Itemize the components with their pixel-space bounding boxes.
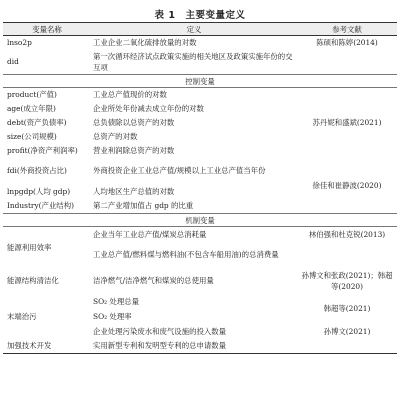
cell-reference (297, 50, 397, 75)
cell-name: Industry(产业结构) (7, 201, 74, 211)
cell-reference: 林伯强和杜克锐(2013) (308, 229, 386, 239)
cell-name: 能源结构清洁化 (7, 276, 59, 285)
cell-name: lnpgdp(人均 gdp) (7, 186, 71, 196)
cell-definition: 第一次循环经济试点政策实施的相关地区及政策实施年份的交互项 (93, 51, 293, 72)
cell-name: profit(净资产利润率) (7, 146, 78, 155)
cell-name: fdi(外商投资占比) (7, 166, 67, 175)
table-row (3, 268, 397, 294)
cell-name: did (7, 57, 19, 67)
cell-reference: 孙博文和张政(2021)；韩超等(2020) (301, 270, 393, 291)
section-row-control (3, 75, 397, 88)
header-name: 变量名称 (3, 23, 91, 36)
cell-name: debt(资产负债率) (7, 118, 67, 127)
cell-reference: 徐佳和崔静波(2020) (312, 180, 382, 190)
cell-definition: SO₂ 处理率 (93, 311, 132, 321)
cell-definition: SO₂ 处理总量 (93, 296, 139, 306)
cell-definition: 洁净燃气/洁净燃气和煤炭的总使用量 (93, 276, 214, 285)
table-row (3, 339, 397, 354)
section-row-mechanism (3, 214, 397, 227)
cell-name: age(成立年限) (7, 104, 56, 113)
table-row (3, 294, 397, 309)
cell-definition: 总负债除以总资产的对数 (93, 118, 175, 127)
cell-definition: 外商投资企业工业总产值/规模以上工业总产值当年份 (93, 166, 266, 175)
cell-definition: 工业企业二氧化硫排放量的对数 (93, 38, 197, 48)
header-definition: 定义 (91, 23, 297, 36)
table-row (3, 158, 397, 184)
section-label: 控制变量 (3, 75, 397, 88)
variable-definition-table (3, 22, 397, 354)
cell-definition: 工业总产值/燃料煤与燃料油(不包含车船用油)的总消费量 (93, 250, 279, 259)
cell-reference: 陈硕和陈婷(2014) (316, 38, 378, 48)
cell-definition: 第二产业增加值占 gdp 的比重 (93, 201, 194, 211)
cell-name: 加强技术开发 (3, 339, 91, 354)
cell-reference: 韩超等(2021) (323, 304, 371, 313)
table-title: 表 1 主要变量定义 (154, 10, 246, 21)
table-row (3, 50, 397, 75)
cell-name: 末端治污 (7, 311, 37, 321)
cell-definition: 企业所处年份减去成立年份的对数 (93, 104, 204, 113)
cell-definition: 企业当年工业总产值/煤炭总消耗量 (93, 229, 207, 239)
header-reference: 参考文献 (297, 23, 397, 36)
cell-reference (297, 242, 397, 268)
cell-definition: 企业处理污染废水和废气设施的投入数量 (93, 326, 227, 336)
cell-name: lnso2p (7, 38, 32, 48)
cell-name: size(公司规模) (7, 132, 57, 141)
cell-definition: 工业总产值现价的对数 (93, 90, 167, 100)
table-row (3, 88, 397, 102)
cell-definition: 实用新型专利和发明型专利的总申请数量 (91, 339, 297, 354)
table-row (3, 227, 397, 242)
cell-name: 能源利用效率 (7, 242, 52, 252)
table-header-row (3, 23, 397, 36)
cell-definition: 总资产的对数 (93, 132, 138, 141)
cell-name: product(产值) (7, 90, 57, 100)
cell-reference: 孙博文(2021) (323, 326, 371, 336)
table-row (3, 36, 397, 50)
cell-reference (297, 339, 397, 354)
cell-definition: 人均地区生产总值的对数 (93, 186, 175, 196)
section-label: 机制变量 (3, 214, 397, 227)
cell-definition: 营业利润除总资产的对数 (93, 146, 175, 155)
cell-reference: 苏丹妮和盛斌(2021) (312, 118, 382, 128)
